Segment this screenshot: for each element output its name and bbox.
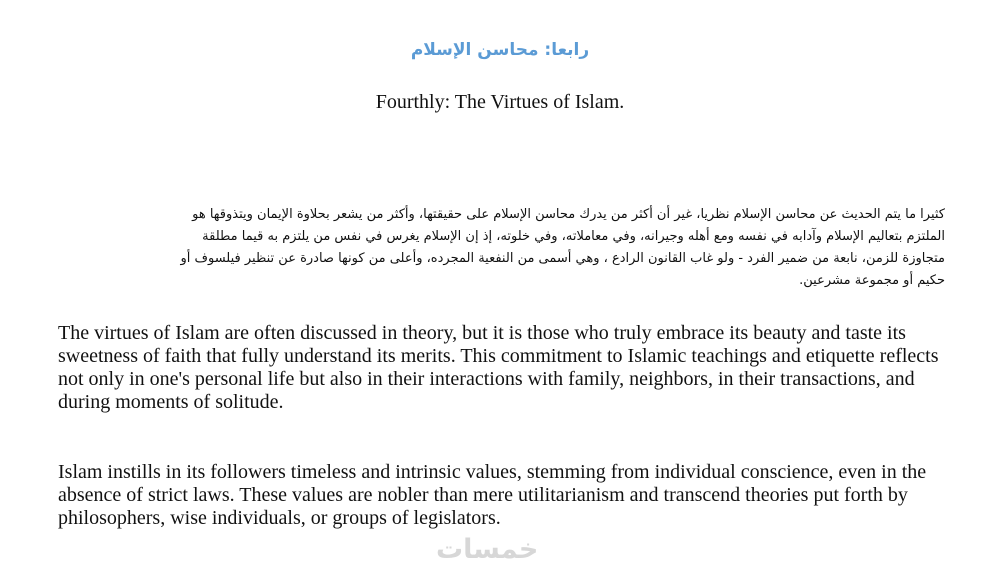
english-paragraph-1: The virtues of Islam are often discussed in theory, but it is those who truly embrace its beauty and taste its sweetness of faith that fully understand its merits. This commitment to Islamic teachings and etiquette reflects not only in one's personal life but also in their interactions with family, neighbors, in their transactions, and during moments of solitude. [58, 322, 939, 413]
arabic-heading: رابعا: محاسن الإسلام [410, 40, 590, 60]
english-paragraph-2: Islam instills in its followers timeless and intrinsic values, stemming from individual conscience, even in the absence of strict laws. These values are nobler than mere utilitarianism and transcend theories put forth by philosophers, wise individuals, or groups of legislators. [58, 461, 927, 529]
watermark-logo: خمسات [436, 534, 539, 565]
english-heading: Fourthly: The Virtues of Islam. [375, 91, 625, 113]
arabic-paragraph: كثيرا ما يتم الحديث عن محاسن الإسلام نظريا، غير أن أكثر من يدرك محاسن الإسلام على حقيقتها، وأكثر من يشعر بحلاوة الإيمان ويتذوقها هو الملتزم بتعاليم الإسلام وآدابه في نفسه ومع أهله وجيرانه، وفي معاملاته، وفي خلوته، إذ إن الإسلام يغرس في نفس من يلتزم به قيما مطلقة متجاوزة للزمن، نابعة من ضمير الفرد - ولو غاب القانون الرادع ، وهي أسمى من النفعية المجرده، وأعلى من كونها صادرة عن تنظير فيلسوف أو حكيم أو مجموعة مشرعين. [180, 207, 945, 288]
